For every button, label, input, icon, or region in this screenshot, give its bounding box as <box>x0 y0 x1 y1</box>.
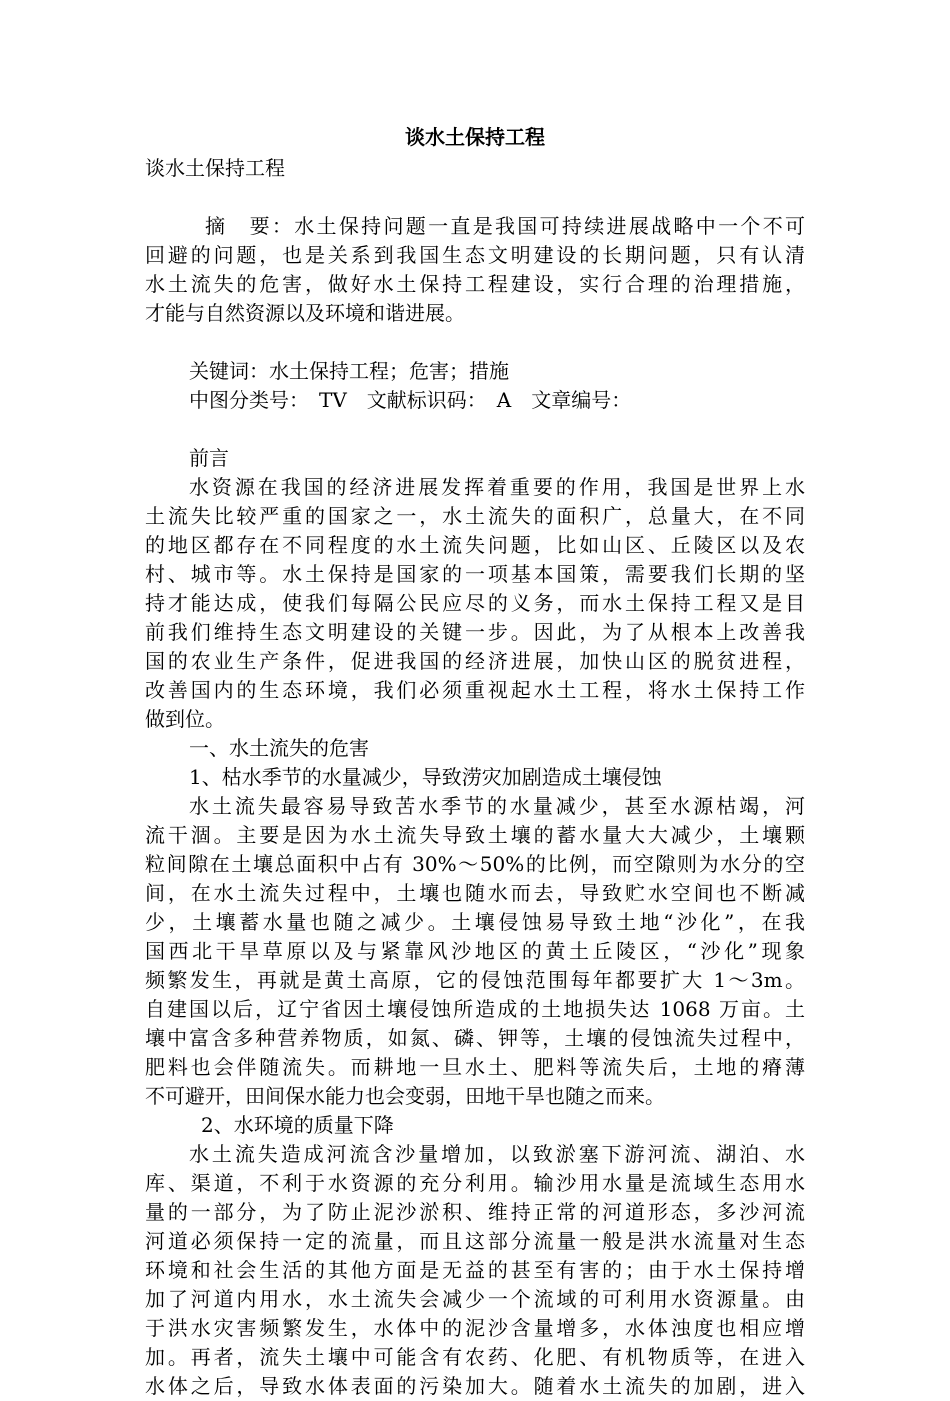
paragraph-line: 量的一部分，为了防止泥沙淤积、维持正常的河道形态，多沙河流 <box>145 1200 805 1224</box>
preface-heading: 前言 <box>189 446 229 470</box>
preface-paragraph <box>145 473 805 734</box>
abstract <box>145 212 805 328</box>
paragraph-line: 河道必须保持一定的流量，而且这部分流量一般是洪水流量对生态 <box>145 1229 805 1253</box>
spacer <box>145 183 805 212</box>
abstract-line: 回避的问题，也是关系到我国生态文明建设的长期问题，只有认清 <box>145 243 805 267</box>
paragraph-line: 国西北干旱草原以及与紧靠风沙地区的黄土丘陵区，“沙化”现象 <box>145 939 805 963</box>
paragraph-line: 频繁发生，再就是黄土高原，它的侵蚀范围每年都要扩大 1～3m。 <box>145 968 805 992</box>
paragraph-line: 水资源在我国的经济进展发挥着重要的作用，我国是世界上水 <box>189 475 805 499</box>
paragraph-line: 壤中富含多种营养物质，如氮、磷、钾等，土壤的侵蚀流失过程中， <box>145 1026 805 1050</box>
paragraph-line: 改善国内的生态环境，我们必须重视起水土工程，将水土保持工作 <box>145 678 805 702</box>
spacer <box>145 415 805 444</box>
paragraph-line: 的地区都存在不同程度的水土流失问题，比如山区、丘陵区以及农 <box>145 533 805 557</box>
subsection-1-paragraph <box>145 792 805 1111</box>
paragraph-line: 肥料也会伴随流失。而耕地一旦水土、肥料等流失后，土地的瘠薄 <box>145 1055 805 1079</box>
classification-info: 中图分类号： TV 文献标识码： A 文章编号： <box>189 388 632 412</box>
subsection-heading: 1、枯水季节的水量减少，导致涝灾加剧造成土壤侵蚀 <box>189 765 662 789</box>
spacer <box>145 328 805 357</box>
abstract-line: 才能与自然资源以及环境和谐进展。 <box>145 301 465 325</box>
paragraph-line: 加。再者，流失土壤中可能含有农药、化肥、有机物质等，在进入 <box>145 1345 805 1369</box>
paragraph-line: 水土流失造成河流含沙量增加，以致淤塞下游河流、湖泊、水 <box>189 1142 805 1166</box>
paragraph-line: 自建国以后，辽宁省因土壤侵蚀所造成的土地损失达 1068 万亩。土 <box>145 997 805 1021</box>
document-title: 谈水土保持工程 <box>405 125 545 149</box>
section-heading: 一、水土流失的危害 <box>189 736 369 760</box>
paragraph-line: 不可避开，田间保水能力也会变弱，田地干旱也随之而来。 <box>145 1084 665 1108</box>
paragraph-line: 国的农业生产条件，促进我国的经济进展，加快山区的脱贫进程， <box>145 649 805 673</box>
paragraph-line: 前我们维持生态文明建设的关键一步。因此，为了从根本上改善我 <box>145 620 805 644</box>
paragraph-line: 水土流失最容易导致苦水季节的水量减少，甚至水源枯竭，河 <box>189 794 805 818</box>
paragraph-line: 加了河道内用水，水土流失会减少一个流域的可利用水资源量。由 <box>145 1287 805 1311</box>
paragraph-line: 间，在水土流失过程中，土壤也随水而去，导致贮水空间也不断减 <box>145 881 805 905</box>
paragraph-line: 水体之后，导致水体表面的污染加大。随着水土流失的加剧，进入 <box>145 1374 805 1398</box>
paragraph-line: 环境和社会生活的其他方面是无益的甚至有害的；由于水土保持增 <box>145 1258 805 1282</box>
paragraph-line: 流干涸。主要是因为水土流失导致土壤的蓄水量大大减少，土壤颗 <box>145 823 805 847</box>
paragraph-line: 于洪水灾害频繁发生，水体中的泥沙含量增多，水体浊度也相应增 <box>145 1316 805 1340</box>
paragraph-line: 库、渠道，不利于水资源的充分利用。输沙用水量是流域生态用水 <box>145 1171 805 1195</box>
paragraph-line: 少，土壤蓄水量也随之减少。土壤侵蚀易导致土地“沙化”，在我 <box>145 910 805 934</box>
abstract-line: 水土流失的危害，做好水土保持工程建设，实行合理的治理措施， <box>145 272 805 296</box>
keywords: 关键词：水土保持工程；危害；措施 <box>189 359 509 383</box>
paragraph-line: 做到位。 <box>145 707 225 731</box>
subsection-2-paragraph <box>145 1140 805 1401</box>
paragraph-line: 持才能达成，使我们每隔公民应尽的义务，而水土保持工程又是目 <box>145 591 805 615</box>
paragraph-line: 村、城市等。水土保持是国家的一项基本国策，需要我们长期的坚 <box>145 562 805 586</box>
abstract-line: 摘 要：水土保持问题一直是我国可持续进展战略中一个不可 <box>205 214 805 238</box>
paragraph-line: 粒间隙在土壤总面积中占有 30%～50%的比例，而空隙则为水分的空 <box>145 852 805 876</box>
document-page <box>145 120 805 1401</box>
paragraph-line: 土流失比较严重的国家之一，水土流失的面积广，总量大，在不同 <box>145 504 805 528</box>
subsection-heading: 2、水环境的质量下降 <box>201 1113 394 1137</box>
document-subtitle: 谈水土保持工程 <box>145 156 285 180</box>
